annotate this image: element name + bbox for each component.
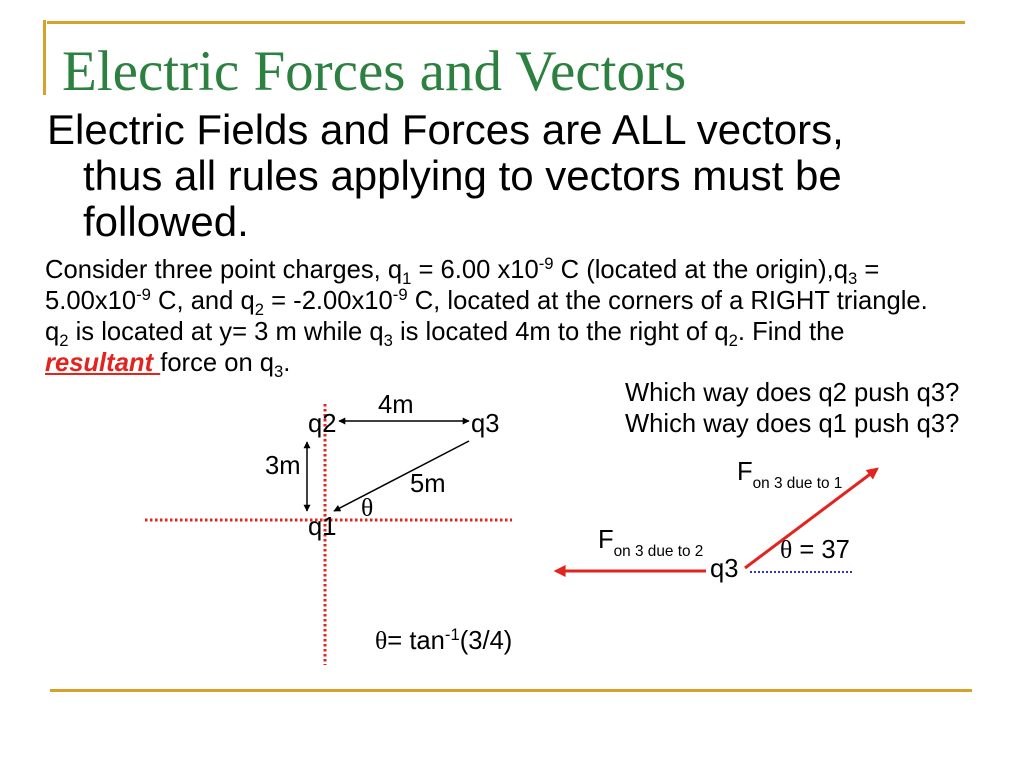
question-q2-push-q3: Which way does q2 push q3? [625,379,960,407]
slide-title: Electric Forces and Vectors [62,40,687,103]
force-symbol: F [737,458,753,486]
problem-line [45,317,928,351]
problem-text: . [283,349,291,377]
side-label-3m: 3m [265,452,301,480]
bullet-line: followed. [83,198,249,245]
distance-arrow-q3-q1 [334,441,469,511]
problem-line [45,253,928,289]
theta-symbol: θ [780,535,793,564]
charge-label-q3: q3 [471,410,500,438]
force-symbol: F [598,526,614,554]
problem-text: C, located at the corners of a RIGHT triangle. [407,287,928,315]
subscript: 2 [254,300,264,320]
subscript: 3 [383,331,393,351]
force-label-on-q3-due-to-q2 [598,526,704,560]
charge-label-q3-force: q3 [710,555,739,583]
problem-text: C (located at the origin),q [553,256,848,284]
problem-text: force on q [160,349,275,377]
problem-text: 5.00x10 [45,287,137,315]
problem-text: is located at y= 3 m while q [68,318,384,346]
problem-statement [45,253,928,382]
question-q1-push-q3: Which way does q1 push q3? [625,410,960,438]
angle-value: = 37 [792,536,850,564]
problem-text: is located 4m to the right of q [392,318,729,346]
superscript: -9 [392,284,408,304]
problem-text: = -2.00x10 [264,287,393,315]
resultant-emphasis: resultant [45,349,161,377]
bullet-line: thus all rules applying to vectors must be [83,152,842,199]
force-label-on-q3-due-to-q1 [737,458,843,492]
bullet-paragraph [47,107,844,245]
subscript: 2 [59,331,69,351]
force-angle-label [780,537,850,563]
subscript: 3 [848,269,858,289]
left-rule [43,20,46,95]
superscript: -9 [136,284,151,304]
theta-formula [375,624,513,655]
problem-line [45,348,928,382]
subscript: 3 [274,362,284,382]
top-rule [47,21,965,24]
subscript: 1 [402,269,412,289]
superscript: -1 [444,624,460,644]
formula-text: (3/4) [459,627,513,655]
superscript: -9 [538,253,554,273]
bullet-line: Electric Fields and Forces are ALL vectors, [47,106,844,153]
problem-text: q [45,318,60,346]
charge-label-q1: q1 [308,513,337,541]
problem-text: Consider three point charges, q [45,256,403,284]
formula-text: = tan [387,627,445,655]
problem-text: = [857,256,880,284]
problem-line [45,284,928,320]
theta-angle-label: θ [361,493,374,522]
problem-text: = 6.00 x10 [411,256,539,284]
force-subscript: on 3 due to 2 [613,542,704,560]
force-subscript: on 3 due to 1 [752,474,843,492]
theta-symbol: θ [375,626,388,655]
bottom-rule [50,689,972,692]
side-label-4m: 4m [378,391,414,419]
side-label-5m: 5m [410,470,446,498]
charge-label-q2: q2 [308,410,337,438]
subscript: 2 [728,331,738,351]
problem-text: C, and q [150,287,255,315]
problem-text: . Find the [737,318,845,346]
